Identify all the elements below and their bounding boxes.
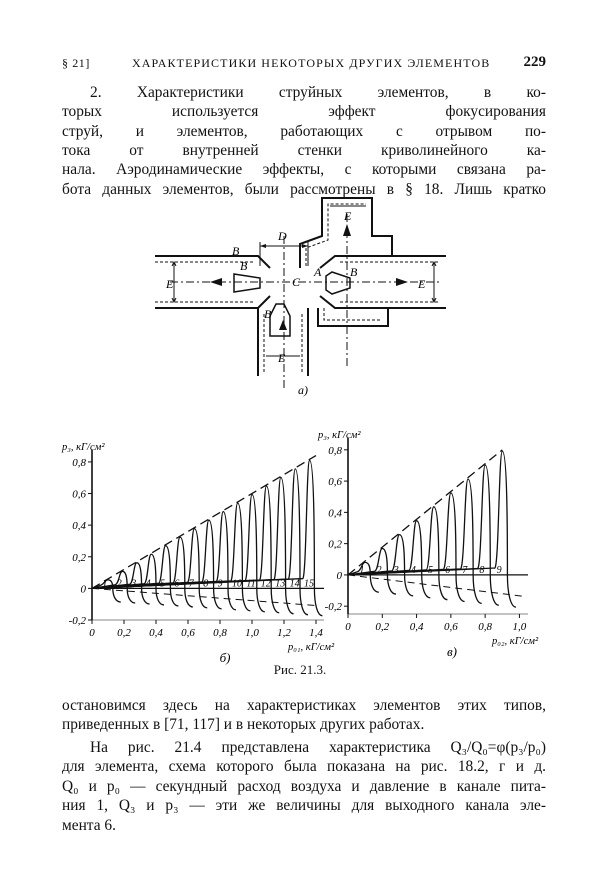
x-tick-label: 0,2 [117,627,131,639]
series-label: 9 [496,564,502,576]
y-tick-label: 0,8 [72,456,86,469]
series-curve [92,546,178,606]
series-label: 1 [359,564,365,576]
series-curve [348,479,485,603]
y-tick-label: -0,2 [324,601,342,614]
y-axis-label: p₃, кГ/см² [62,442,105,453]
series-label: 14 [289,578,300,590]
x-tick-label: 0,8 [478,621,493,633]
series-label: 6 [445,564,451,576]
running-header [62,54,546,72]
series-label: 12 [260,578,271,590]
text-line: торых используется эффект фокусирования [62,103,546,121]
series-label: 5 [160,578,165,590]
x-tick-label: 1,0 [245,627,259,639]
y-tick-label: 0,4 [328,507,342,520]
y-tick-label: 0,4 [72,520,86,533]
y-tick-label: 0,2 [72,551,86,564]
y-tick-label: 0 [336,569,342,582]
x-tick-label: 0,4 [149,627,163,639]
series-label: 13 [275,578,286,590]
series-curve [92,494,265,611]
x-tick-label: 0,6 [443,621,458,633]
x-tick-label: 1,2 [277,627,291,639]
x-tick-label: 0,8 [213,627,227,639]
x-axis-label: p₀₂, кГ/см² [492,636,539,647]
series-label: 7 [188,578,194,590]
section-marker: § 21] [62,56,90,70]
y-tick-label: 0 [80,583,86,596]
x-tick-label: 1,4 [309,627,323,639]
label-B-right: B [350,265,358,279]
text-line: струй, и элементов, работающих с отрывом по- [62,122,546,140]
series-label: 3 [131,578,137,590]
series-curve [348,507,447,600]
series-label: 2 [376,564,382,576]
text-line: приведенных в [71, 117] и в некоторых других работах. [62,716,425,733]
running-title: ХАРАКТЕРИСТИКИ НЕКОТОРЫХ ДРУГИХ ЭЛЕМЕНТОВ [132,56,491,70]
label-E-bottom: E [278,351,286,365]
lower-envelope-line [348,575,524,597]
x-tick-label: 0,4 [409,621,424,633]
text-line: тока от внутренней стенки криволинейного ка- [62,141,546,159]
y-tick-label: -0,2 [68,615,86,627]
text-line: На рис. 21.4 представлена характеристика Q₃/Q₀=φ(p₃/p₀) [90,739,546,756]
x-tick-label: 1,0 [512,621,527,633]
series-curve [92,460,322,615]
y-tick-label: 0,6 [328,476,342,489]
series-label: 7 [462,564,468,576]
series-label: 1 [102,578,108,590]
text-line: нала. Аэродинамические эффекты, с которыми связана ра- [62,161,546,179]
label-E-top: E [344,209,352,223]
y-axis-label: p₃, кГ/см² [318,430,361,441]
figure-caption: Рис. 21.3. [273,662,327,677]
series-label: 3 [393,564,399,576]
label-B-left: B [240,259,248,273]
x-tick-label: 0,2 [375,621,390,633]
series-label: 10 [232,578,242,590]
series-curve [92,477,294,613]
text-line: остановимся здесь на характеристиках элементов этих типов, [62,697,546,714]
series-label: 2 [116,578,122,590]
text-line: Q₀ и p₀ — секундный расход воздуха и давление в канале пита- [62,777,546,795]
series-label: 8 [203,578,209,590]
page-number: 229 [523,54,546,70]
series-label: 8 [479,564,485,576]
x-tick-label: 0 [89,627,95,639]
series-label: 5 [428,564,433,576]
series-label: 4 [145,578,151,590]
series-label: 4 [410,564,416,576]
text-line: мента 6. [62,816,116,834]
series-curve [348,493,465,602]
text-line: ния 1, Q₃ и p₃ — эти же величины для выходного канала эле- [62,797,546,815]
y-tick-label: 0,2 [328,538,342,551]
text-line: 2. Характеристики струйных элементов, в ко- [90,84,546,101]
label-B-bottom: B [264,307,272,321]
series-label: 9 [217,578,223,590]
figure-a-label: a) [298,383,308,397]
text-line: бота данных элементов, были рассмотрены в § 18. Лишь кратко [62,180,546,198]
label-A: A [314,265,322,279]
x-axis-label: p₀₁, кГ/см² [288,642,335,653]
text-line: для элемента, схема которого была показана на рис. 18.2, г и д. [62,758,546,776]
y-tick-label: 0,8 [328,444,342,457]
y-tick-label: 0,6 [72,488,86,501]
series-label: 6 [174,578,180,590]
label-E-left: E [166,277,174,291]
panel-label: б) [219,650,231,665]
x-tick-label: 0,6 [181,627,195,639]
series-label: 15 [304,578,314,590]
label-B-top: B [232,244,240,258]
label-C: C [292,275,301,289]
chart-v [312,412,544,660]
x-tick-label: 0 [345,621,351,633]
label-E-right: E [418,277,426,291]
chart-b [58,428,335,665]
series-label: 11 [246,578,256,590]
panel-label: в) [447,644,457,659]
label-D: D [278,229,287,243]
figure-a-schematic [150,196,450,406]
